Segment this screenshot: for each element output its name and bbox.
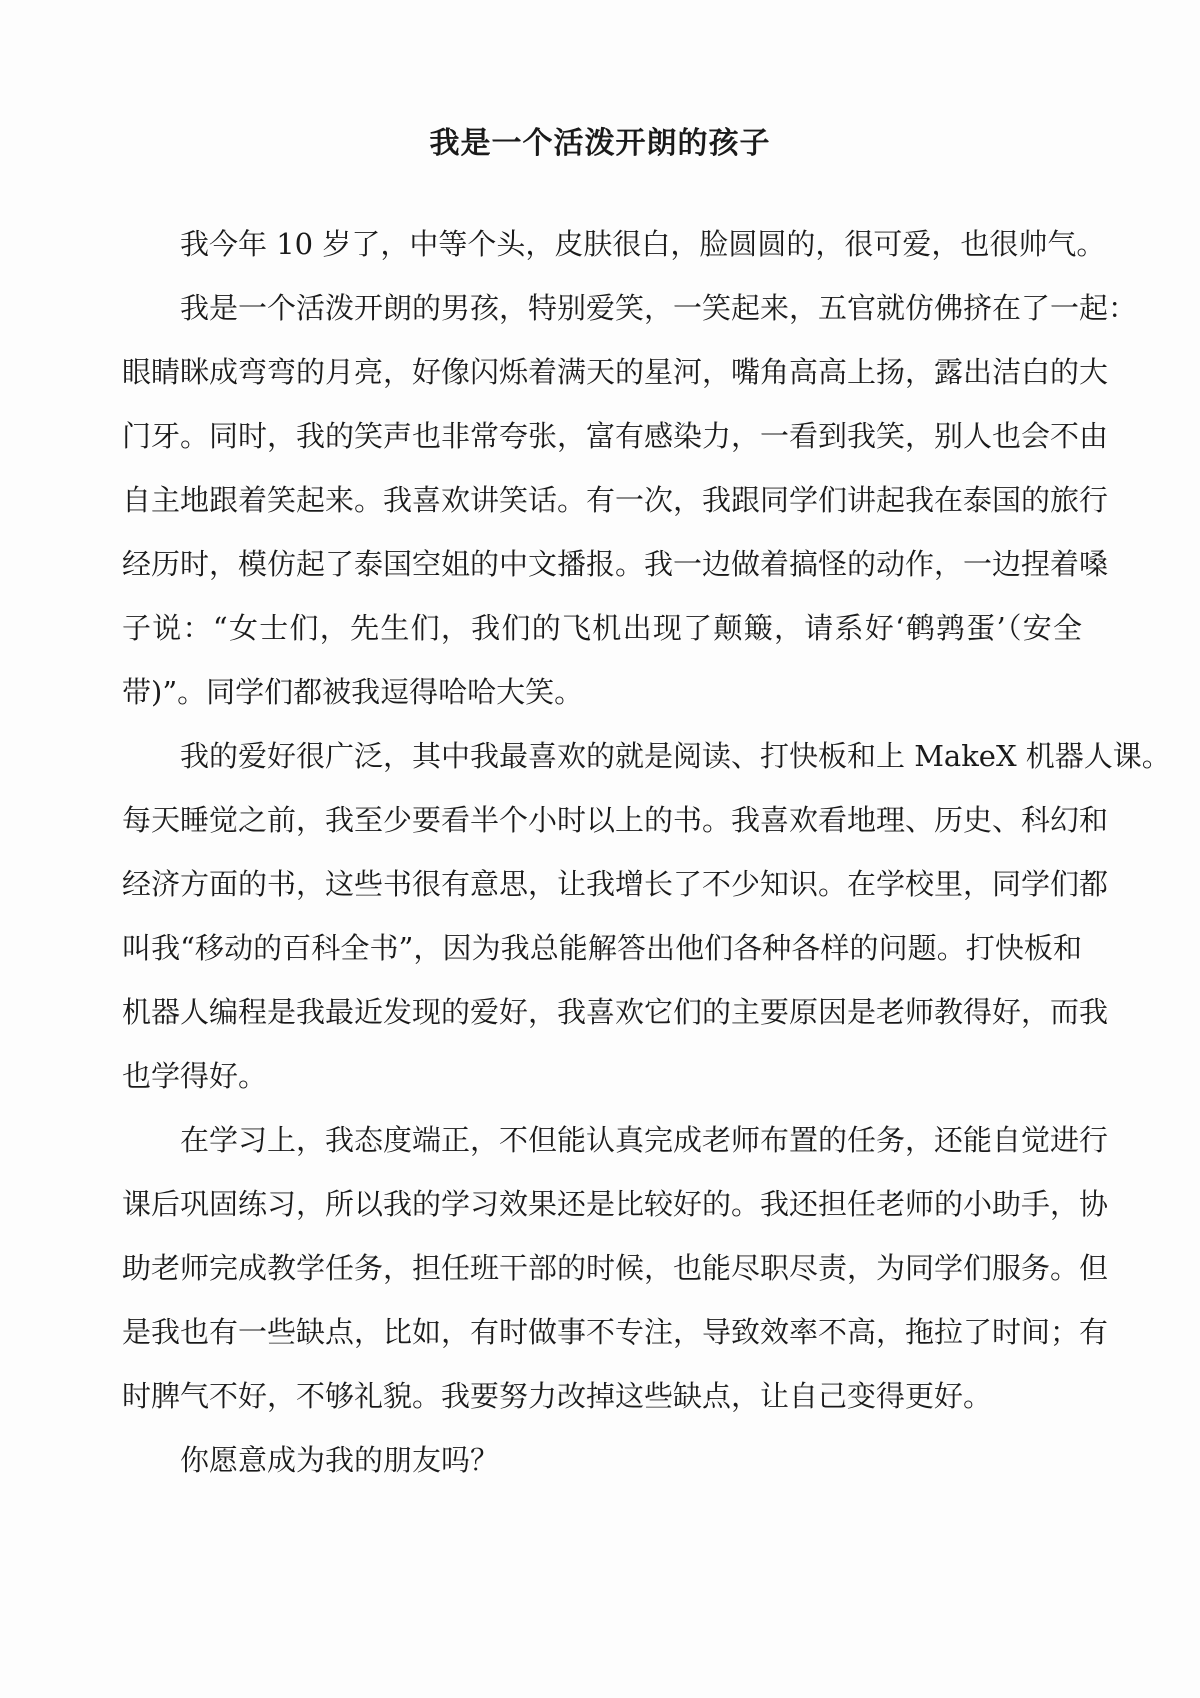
- paragraph-line: 是我也有一些缺点，比如，有时做事不专注，导致效率不高，拖拉了时间；有: [122, 1315, 1109, 1349]
- paragraph-line: 门牙。同时，我的笑声也非常夸张，富有感染力，一看到我笑，别人也会不由: [122, 419, 1109, 453]
- paragraph-1: [122, 212, 1106, 276]
- paragraph-line: 我是一个活泼开朗的男孩，特别爱笑，一笑起来，五官就仿佛挤在了一起：: [180, 291, 1138, 325]
- paragraph-line: 子说：“女士们，先生们，我们的飞机出现了颠簸，请系好‘鹌鹑蛋’（安全: [122, 611, 1082, 645]
- paragraph-line: 叫我“移动的百科全书”，因为我总能解答出他们各种各样的问题。打快板和: [122, 931, 1082, 965]
- paragraph-line: 机器人编程是我最近发现的爱好，我喜欢它们的主要原因是老师教得好，而我: [122, 995, 1109, 1029]
- paragraph-line: 在学习上，我态度端正，不但能认真完成老师布置的任务，还能自觉进行: [180, 1123, 1109, 1157]
- paragraph-line: 自主地跟着笑起来。我喜欢讲笑话。有一次，我跟同学们讲起我在泰国的旅行: [122, 483, 1109, 517]
- paragraph-line: 你愿意成为我的朋友吗？: [180, 1443, 500, 1477]
- paragraph-line: 我今年 10 岁了，中等个头，皮肤很白，脸圆圆的，很可爱，也很帅气。: [180, 227, 1106, 261]
- paragraph-line: 时脾气不好，不够礼貌。我要努力改掉这些缺点，让自己变得更好。: [122, 1379, 993, 1413]
- paragraph-line: 助老师完成教学任务，担任班干部的时候，也能尽职尽责，为同学们服务。但: [122, 1251, 1109, 1285]
- paragraph-line: 带)”。同学们都被我逗得哈哈大笑。: [122, 675, 584, 709]
- paragraph-line: 眼睛眯成弯弯的月亮，好像闪烁着满天的星河，嘴角高高上扬，露出洁白的大: [122, 355, 1109, 389]
- document-title: 我是一个活泼开朗的孩子: [429, 126, 771, 161]
- paragraph-3: [122, 724, 1171, 1108]
- paragraph-line: 也学得好。: [122, 1059, 268, 1093]
- document-body: [122, 212, 1171, 1492]
- paragraph-line: 课后巩固练习，所以我的学习效果还是比较好的。我还担任老师的小助手，协: [122, 1187, 1109, 1221]
- paragraph-line: 经济方面的书，这些书很有意思，让我增长了不少知识。在学校里，同学们都: [122, 867, 1109, 901]
- paragraph-line: 经历时，模仿起了泰国空姐的中文播报。我一边做着搞怪的动作，一边捏着嗓: [122, 547, 1109, 581]
- paragraph-line: 每天睡觉之前，我至少要看半个小时以上的书。我喜欢看地理、历史、科幻和: [122, 803, 1109, 837]
- paragraph-line: 我的爱好很广泛，其中我最喜欢的就是阅读、打快板和上 MakeX 机器人课。: [180, 739, 1171, 773]
- paragraph-5: [122, 1428, 1082, 1492]
- paragraph-4: [122, 1108, 1109, 1428]
- paragraph-2: [122, 276, 1138, 724]
